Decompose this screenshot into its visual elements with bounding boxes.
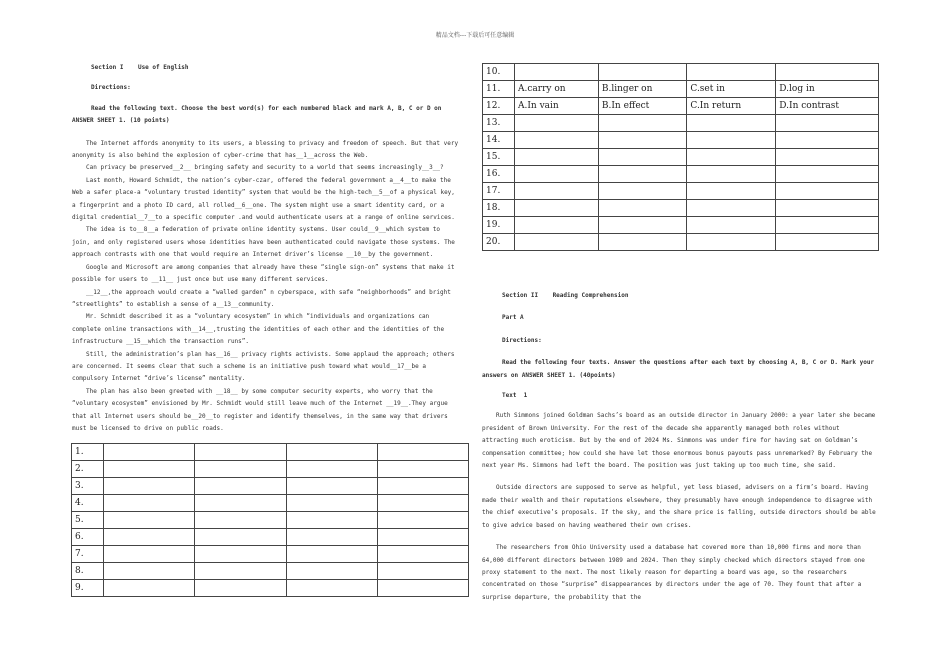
row-number: 13. [483, 115, 515, 132]
option-b[interactable]: B.linger on [598, 81, 686, 98]
paragraph: The plan has also been greeted with __18__ by some computer security experts, who worry that the “voluntary ecosystem” envisioned by Mr. Schmidt would still leave much of the Internet __19__.They argue that all Internet users should be__20__to register and identify themselves, in the same way that drivers must be licensed to drive on public roads. [72, 387, 448, 432]
paragraph: Can privacy be preserved__2__ bringing safety and security to a world that seems increasingly__3__? [86, 164, 444, 172]
option-b[interactable] [598, 183, 686, 200]
row-number: 1. [72, 444, 104, 461]
option-b[interactable]: B.In effect [598, 98, 686, 115]
paragraph: Google and Microsoft are among companies that already have these “single sign-on” systems that make it possible for users to __11__ just once but use many different services. [72, 263, 455, 284]
option-d[interactable] [776, 166, 879, 183]
answer-cell[interactable] [104, 546, 195, 563]
row-number: 15. [483, 149, 515, 166]
section-title: Section I Use of English [91, 64, 189, 71]
row-number: 5. [72, 512, 104, 529]
answer-table-left [71, 443, 469, 597]
instruction-text: Read the following text. Choose the best word(s) for each numbered black and mark A, B, C or D on ANSWER SHEET 1. (10 points) [72, 104, 442, 125]
answer-table-right [482, 63, 879, 251]
row-number: 2. [72, 461, 104, 478]
paragraph: Last month, Howard Schmidt, the nation’s cyber-czar, offered the federal government a__4__to make the Web a safer place-a “voluntary trusted identity” system that would be the high-tech__5__of a physical key, a fingerprint and a photo ID card, all rolled__6__one. The system might use a smart identity card, or a digital credential__7__to a specific computer .and would authenticate users at a range of online services. [72, 176, 455, 222]
option-c[interactable] [687, 200, 776, 217]
option-d[interactable]: D.In contrast [776, 98, 879, 115]
option-d[interactable] [776, 132, 879, 149]
answer-cell[interactable] [286, 444, 377, 461]
row-number: 16. [483, 166, 515, 183]
answer-cell[interactable] [286, 512, 377, 529]
paragraph: Ruth Simmons joined Goldman Sachs’s board as an outside director in January 2000: a year later she became president of Brown University. For the rest of the decade she apparently managed both roles without attracting much eroticism. But by the end of 2024 Ms. Simmons was under fire for having sat on Goldman’s compensation committee; how could she have let those enormous bonus payouts pass unremarked? By February the next year Ms. Simmons had left the board. The position was just taking up too much time, she said. [482, 412, 876, 470]
answer-cell[interactable] [104, 580, 195, 597]
option-a[interactable] [515, 200, 599, 217]
option-a[interactable] [515, 234, 599, 251]
answer-cell[interactable] [377, 546, 468, 563]
option-a[interactable]: A.carry on [515, 81, 599, 98]
row-number: 6. [72, 529, 104, 546]
answer-cell[interactable] [104, 478, 195, 495]
answer-cell[interactable] [377, 495, 468, 512]
row-number: 4. [72, 495, 104, 512]
page-header: 精品文档---下载后可任意编辑 [435, 32, 515, 39]
option-d[interactable] [776, 217, 879, 234]
row-number: 10. [483, 64, 515, 81]
answer-cell[interactable] [195, 478, 286, 495]
option-d[interactable] [776, 115, 879, 132]
answer-cell[interactable] [286, 478, 377, 495]
row-number: 18. [483, 200, 515, 217]
option-b[interactable] [598, 200, 686, 217]
option-b[interactable] [598, 115, 686, 132]
answer-cell[interactable] [377, 478, 468, 495]
option-c[interactable] [687, 64, 776, 81]
row-number: 19. [483, 217, 515, 234]
option-c[interactable] [687, 217, 776, 234]
option-d[interactable] [776, 149, 879, 166]
answer-cell[interactable] [286, 461, 377, 478]
row-number: 7. [72, 546, 104, 563]
answer-cell[interactable] [104, 444, 195, 461]
answer-cell[interactable] [104, 495, 195, 512]
answer-cell[interactable] [195, 546, 286, 563]
answer-cell[interactable] [104, 563, 195, 580]
option-c[interactable] [687, 132, 776, 149]
paragraph: __12__,the approach would create a “walled garden” n cyberspace, with safe “neighborhoods” and bright “streetlights” to establish a sense of a__13__community. [72, 288, 451, 308]
answer-cell[interactable] [195, 461, 286, 478]
answer-cell[interactable] [286, 580, 377, 597]
section-title: Section II Reading Comprehension [502, 292, 629, 299]
option-b[interactable] [598, 234, 686, 251]
left-column [72, 62, 460, 435]
row-number: 3. [72, 478, 104, 495]
answer-cell[interactable] [195, 529, 286, 546]
option-c[interactable] [687, 234, 776, 251]
row-number: 17. [483, 183, 515, 200]
option-d[interactable] [776, 183, 879, 200]
answer-cell[interactable] [286, 563, 377, 580]
option-c[interactable] [687, 166, 776, 183]
paragraph: Outside directors are supposed to serve as helpful, yet less biased, advisers on a firm’s board. Having made their wealth and their reputations elsewhere, they presumably have enough independence to disagree with the chief executive’s proposals. If the sky, and the share price is falling, outside directors should be able to give advice based on having weathered their own crises. [482, 484, 876, 529]
option-b[interactable] [598, 149, 686, 166]
row-number: 11. [483, 81, 515, 98]
option-a[interactable] [515, 132, 599, 149]
option-c[interactable]: C.In return [687, 98, 776, 115]
answer-cell[interactable] [377, 461, 468, 478]
option-d[interactable] [776, 234, 879, 251]
answer-cell[interactable] [286, 546, 377, 563]
answer-cell[interactable] [377, 580, 468, 597]
paragraph: The Internet affords anonymity to its users, a blessing to privacy and freedom of speech. But that very anonymity is also behind the explosion of cyber-crime that has__1__across the Web. [72, 139, 459, 160]
option-b[interactable] [598, 64, 686, 81]
option-a[interactable] [515, 183, 599, 200]
option-c[interactable] [687, 149, 776, 166]
answer-cell[interactable] [195, 580, 286, 597]
answer-cell[interactable] [377, 444, 468, 461]
paragraph: Still, the administration’s plan has__16__ privacy rights activists. Some applaud the approach; others are concerned. It seems clear that such a scheme is an initiative push toward what would__17__be a compulsory Internet “drive’s license” mentality. [72, 350, 455, 383]
option-a[interactable] [515, 64, 599, 81]
paragraph: The idea is to__8__a federation of private online identity systems. User could__9__which system to join, and only registered users whose identities have been authenticated could navigate those systems. The approach contrasts with one that would require an Internet driver’s license __10__by the government. [72, 226, 455, 259]
answer-cell[interactable] [286, 495, 377, 512]
option-d[interactable]: D.log in [776, 81, 879, 98]
answer-cell[interactable] [195, 495, 286, 512]
option-d[interactable] [776, 64, 879, 81]
answer-cell[interactable] [377, 563, 468, 580]
answer-cell[interactable] [195, 563, 286, 580]
part-label: Part A [502, 314, 524, 322]
option-b[interactable] [598, 217, 686, 234]
answer-cell[interactable] [195, 444, 286, 461]
option-c[interactable] [687, 183, 776, 200]
text-label: Text 1 [502, 392, 528, 400]
answer-cell[interactable] [377, 529, 468, 546]
row-number: 20. [483, 234, 515, 251]
row-number: 12. [483, 98, 515, 115]
answer-cell[interactable] [195, 512, 286, 529]
option-c[interactable] [687, 115, 776, 132]
answer-cell[interactable] [286, 529, 377, 546]
option-d[interactable] [776, 200, 879, 217]
option-b[interactable] [598, 132, 686, 149]
option-a[interactable]: A.In vain [515, 98, 599, 115]
row-number: 8. [72, 563, 104, 580]
answer-cell[interactable] [104, 461, 195, 478]
row-number: 14. [483, 132, 515, 149]
option-a[interactable] [515, 217, 599, 234]
option-a[interactable] [515, 115, 599, 132]
directions-label: Directions: [502, 336, 542, 344]
option-a[interactable] [515, 149, 599, 166]
answer-cell[interactable] [377, 512, 468, 529]
paragraph: The researchers from Ohio University used a database hat covered more than 10,000 firms and more than 64,000 different directors between 1989 and 2024. Then they simply checked which directors stayed from one proxy statement to the next. The most likely reason for departing a board was age, so the researchers concentrated on those “surprise” disappearances by directors under the age of 70. They fount that after a surprise departure, the probability that the [482, 544, 865, 601]
option-a[interactable] [515, 166, 599, 183]
paragraph: Mr. Schmidt described it as a “voluntary ecosystem” in which “individuals and organizations can complete online transactions with__14__,trusting the identities of each other and the identities of the infrastructure __15__which the transaction runs”. [72, 313, 445, 346]
answer-cell[interactable] [104, 512, 195, 529]
instruction-text: Read the following four texts. Answer the questions after each text by choosing A, B, C or D. Mark your answers on ANSWER SHEET 1. (40points) [482, 359, 875, 379]
option-c[interactable]: C.set in [687, 81, 776, 98]
option-b[interactable] [598, 166, 686, 183]
right-column [482, 290, 876, 604]
row-number: 9. [72, 580, 104, 597]
answer-cell[interactable] [104, 529, 195, 546]
directions-label: Directions: [91, 84, 131, 92]
